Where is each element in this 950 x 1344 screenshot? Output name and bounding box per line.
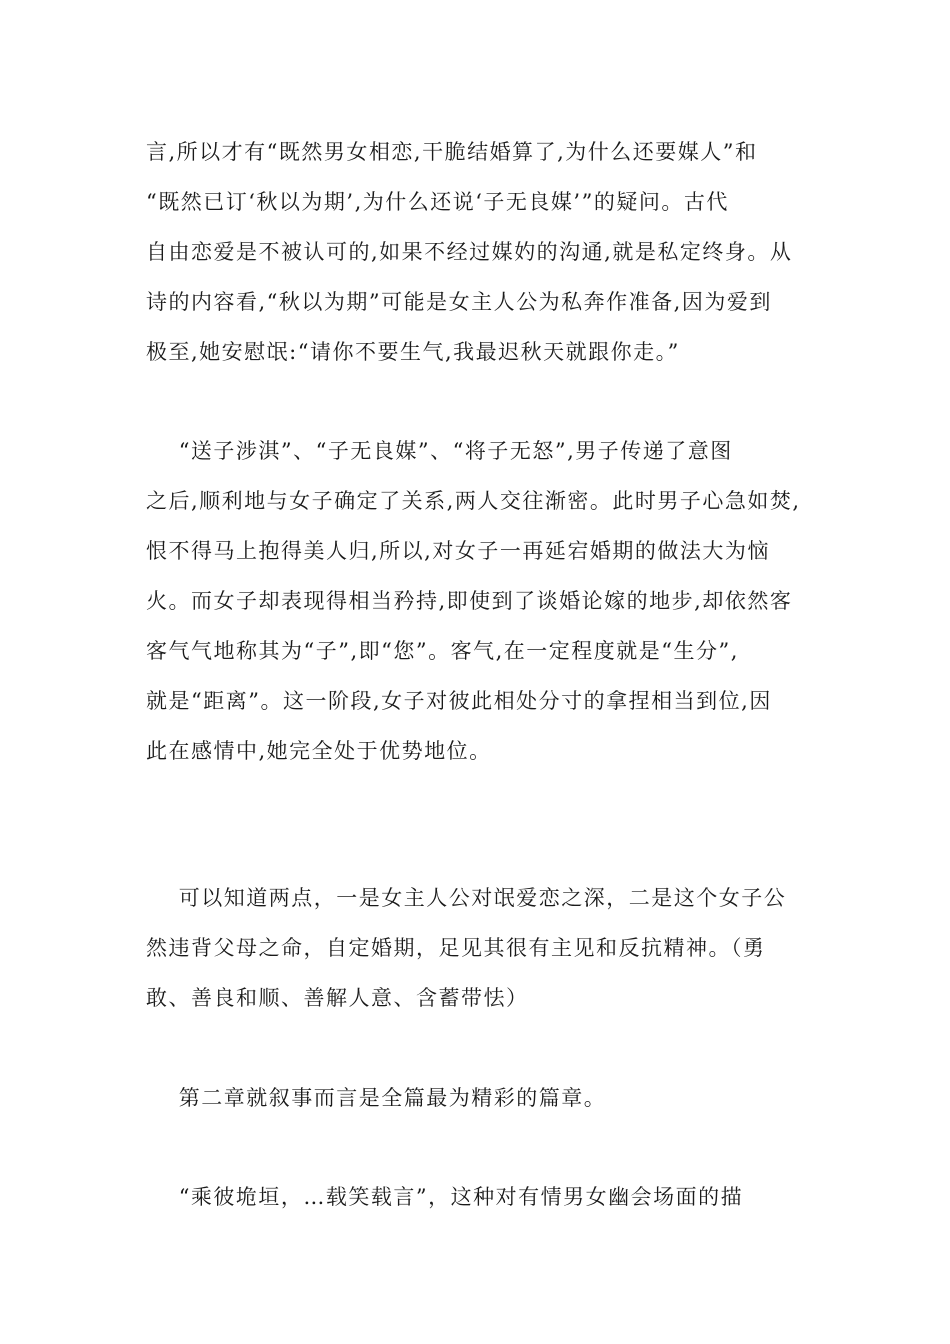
text-line: 极至,她安慰氓:“请你不要生气,我最迟秋天就跟你走。” — [146, 340, 680, 364]
text-line: “送子涉淇”、“子无良媒”、“将子无怒”,男子传递了意图 — [146, 439, 733, 463]
text-line: 火。而女子却表现得相当矜持,即使到了谈婚论嫁的地步,却依然客 — [146, 589, 793, 613]
paragraph-2 — [146, 426, 810, 776]
text-line: 自由恋爱是不被认可的,如果不经过媒妁的沟通,就是私定终身。从 — [146, 240, 793, 264]
text-line: 敢、善良和顺、善解人意、含蓄带怯） — [146, 986, 529, 1010]
text-line: 可以知道两点，一是女主人公对氓爱恋之深，二是这个女子公 — [146, 886, 787, 910]
text-line: 就是“距离”。这一阶段,女子对彼此相处分寸的拿捏相当到位,因 — [146, 689, 772, 713]
text-line: “既然已订‘秋以为期’,为什么还说‘子无良媒’”的疑问。古代 — [146, 190, 729, 214]
text-line: 此在感情中,她完全处于优势地位。 — [146, 739, 492, 763]
text-line: 第二章就叙事而言是全篇最为精彩的篇章。 — [146, 1086, 607, 1110]
text-line: 然违背父母之命，自定婚期，足见其很有主见和反抗精神。（勇 — [146, 936, 766, 960]
text-line: 之后,顺利地与女子确定了关系,两人交往渐密。此时男子心急如焚, — [146, 489, 801, 513]
text-line: “乘彼垝垣，…载笑载言”，这种对有情男女幽会场面的描 — [146, 1185, 744, 1209]
paragraph-4 — [146, 1073, 810, 1123]
text-line: 言,所以才有“既然男女相恋,干脆结婚算了,为什么还要媒人”和 — [146, 140, 758, 164]
text-line: 诗的内容看,“秋以为期”可能是女主人公为私奔作准备,因为爱到 — [146, 290, 772, 314]
paragraph-1 — [146, 127, 810, 377]
paragraph-3 — [146, 873, 810, 1023]
paragraph-5 — [146, 1172, 810, 1222]
text-line: 恨不得马上抱得美人归,所以,对女子一再延宕婚期的做法大为恼 — [146, 539, 770, 563]
text-line: 客气气地称其为“子”,即“您”。客气,在一定程度就是“生分”, — [146, 639, 739, 663]
